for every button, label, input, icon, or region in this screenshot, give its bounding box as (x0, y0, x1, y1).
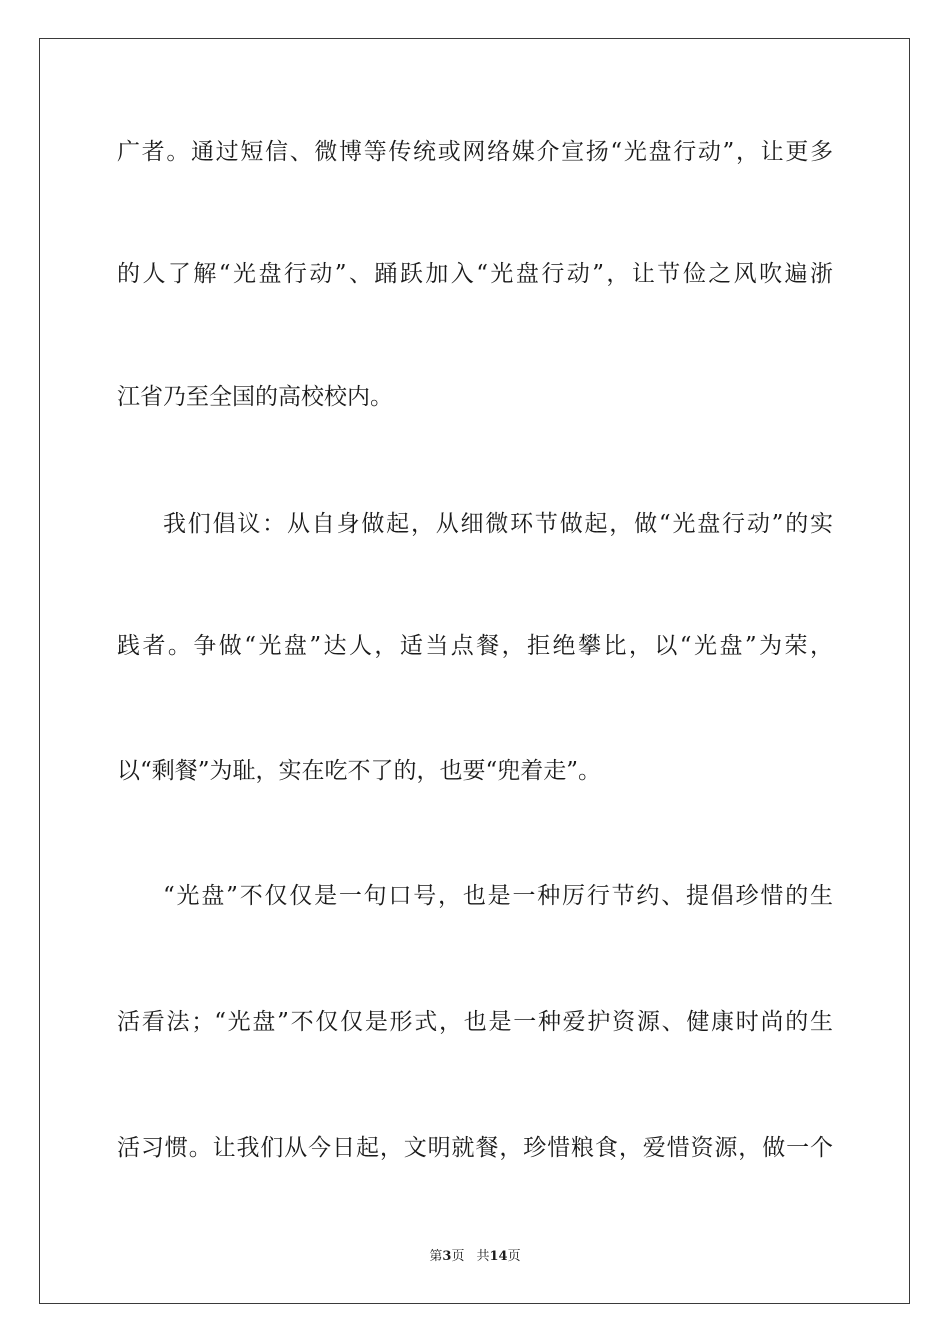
paragraph-line-8: 活看法；“光盘”不仅仅是形式，也是一种爱护资源、健康时尚的生 (117, 1009, 833, 1035)
footer-page-suffix: 页 (451, 1249, 465, 1264)
paragraph-line-1: 广者。通过短信、微博等传统或网络媒介宣扬“光盘行动”，让更多 (117, 139, 833, 165)
footer-page-prefix: 第 (429, 1249, 443, 1264)
footer-total-suffix: 页 (507, 1249, 521, 1264)
paragraph-line-3: 江省乃至全国的高校校内。 (117, 384, 393, 410)
paragraph-line-6: 以“剩餐”为耻，实在吃不了的，也要“兜着走”。 (117, 758, 602, 784)
paragraph-line-5: 践者。争做“光盘”达人，适当点餐，拒绝攀比，以“光盘”为荣， (117, 633, 833, 659)
paragraph-line-7: “光盘”不仅仅是一句口号，也是一种厉行节约、提倡珍惜的生 (163, 883, 833, 909)
page-border (39, 38, 910, 1304)
footer-page-number: 3 (442, 1249, 452, 1264)
page-footer (0, 1248, 950, 1266)
paragraph-line-9: 活习惯。让我们从今日起，文明就餐，珍惜粮食，爱惜资源，做一个 (117, 1135, 833, 1161)
paragraph-line-4: 我们倡议：从自身做起，从细微环节做起，做“光盘行动”的实 (163, 511, 833, 537)
footer-total-pages: 14 (489, 1249, 508, 1264)
paragraph-line-2: 的人了解“光盘行动”、踊跃加入“光盘行动”，让节俭之风吹遍浙 (117, 261, 833, 287)
footer-total-prefix: 共 (476, 1249, 490, 1264)
